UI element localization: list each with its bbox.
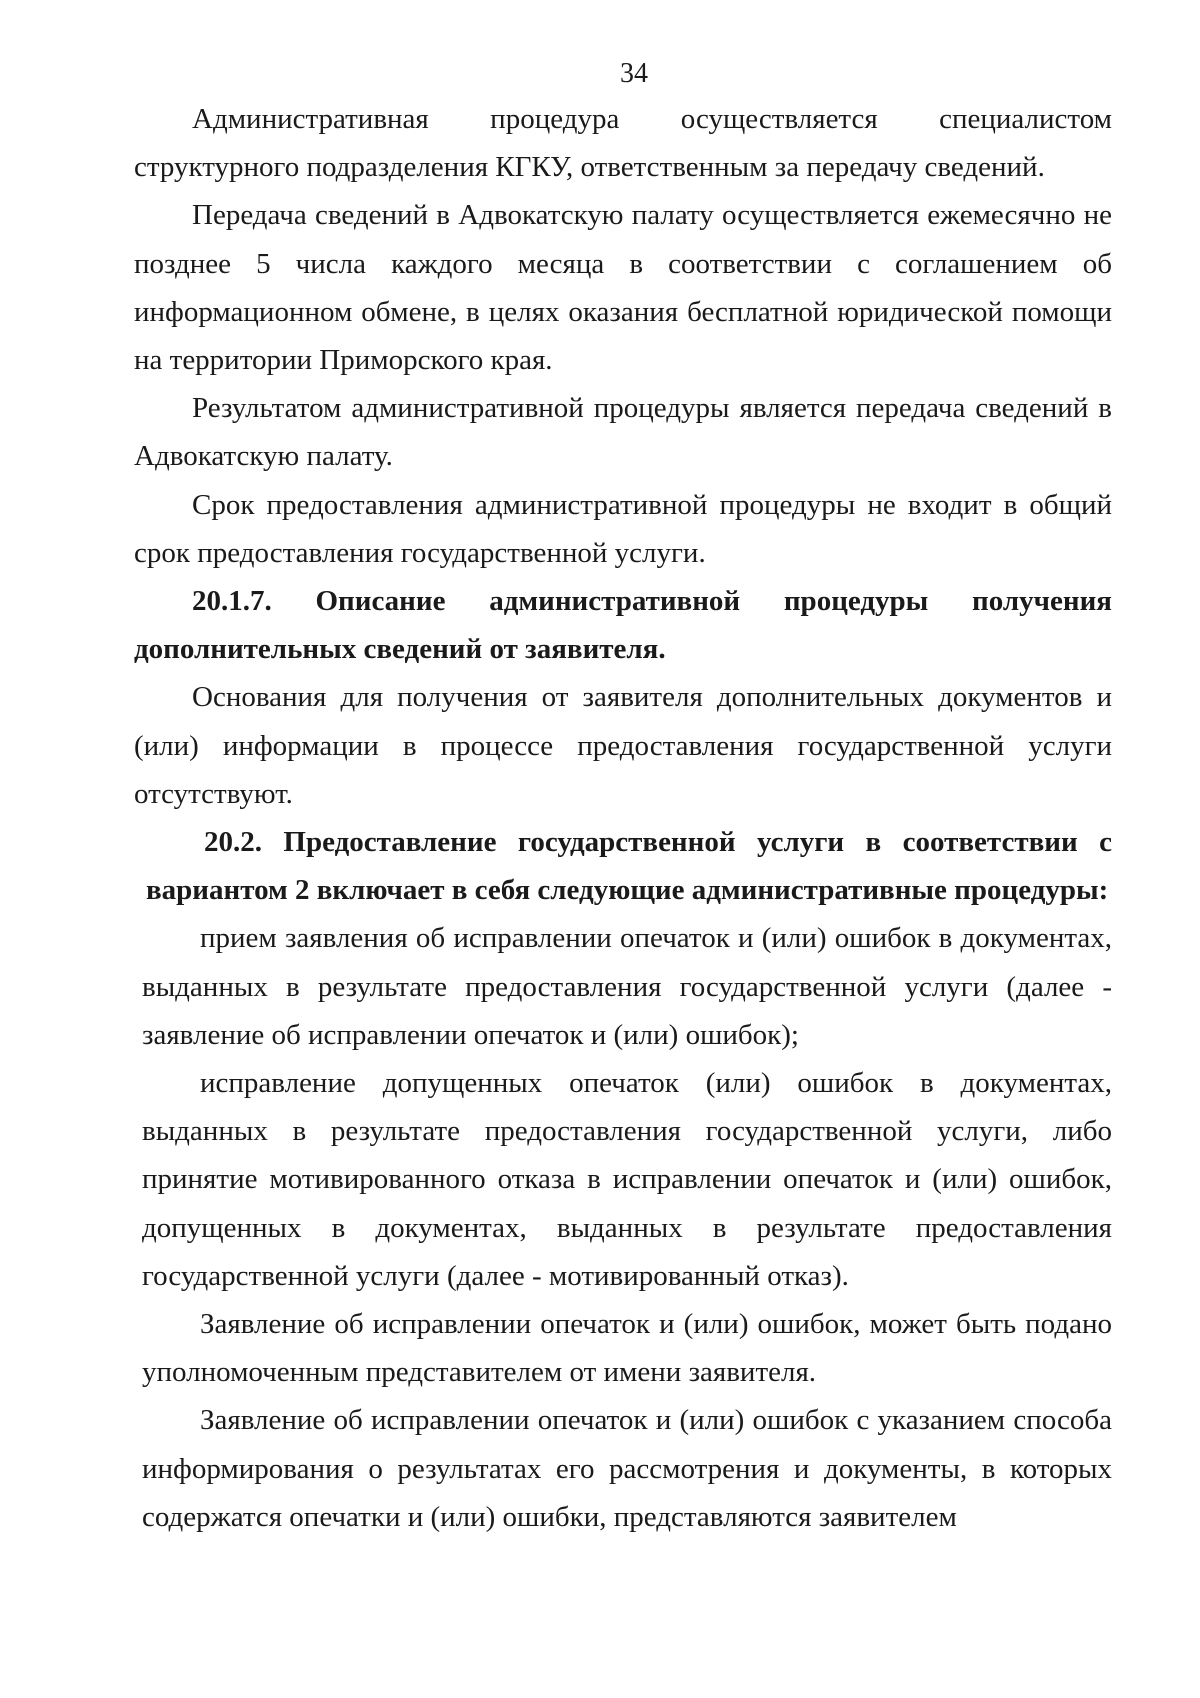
paragraph-procedure-performer: Административная процедура осуществляется специалистом структурного подразделения КГКУ, ответственным за передачу сведений. [134,103,1112,184]
heading-20-1-7: 20.1.7. Описание административной процедуры получения дополнительных сведений от заявителя. [134,585,1112,666]
heading-20-2: 20.2. Предоставление государственной услуги в соответствии с вариантом 2 включает в себя следующие административные процедуры: [146,826,1112,907]
paragraph-application-contents: Заявление об исправлении опечаток и (или) ошибок с указанием способа информирования о результатах его рассмотрения и документы, в которых содержатся опечатки и (или) ошибки, представляются заявителем [142,1404,1112,1533]
paragraph-procedure-result: Результатом административной процедуры является передача сведений в Адвокатскую палату. [134,392,1112,473]
document-body [134,95,1112,1541]
list-item-correction: исправление допущенных опечаток (или) ошибок в документах, выданных в результате предоставления государственной услуги, либо принятие мотивированного отказа в исправлении опечаток и (или) ошибок, допущенных в документах, выданных в результате предоставления государственной услуги (далее - мотивированный отказ). [142,1067,1112,1292]
page-number: 34 [620,58,648,89]
paragraph-procedure-term: Срок предоставления административной процедуры не входит в общий срок предоставления государственной услуги. [134,488,1112,569]
list-item-application-reception: прием заявления об исправлении опечаток и (или) ошибок в документах, выданных в результате предоставления государственной услуги (далее - заявление об исправлении опечаток и (или) ошибок); [142,922,1112,1051]
paragraph-transfer-to-bar: Передача сведений в Адвокатскую палату осуществляется ежемесячно не позднее 5 числа каждого месяца в соответствии с соглашением об информационном обмене, в целях оказания бесплатной юридической помощи на территории Приморского края. [134,199,1112,377]
paragraph-grounds-absent: Основания для получения от заявителя дополнительных документов и (или) информации в процессе предоставления государственной услуги отсутствуют. [134,681,1112,810]
paragraph-representative: Заявление об исправлении опечаток и (или) ошибок, может быть подано уполномоченным представителем от имени заявителя. [142,1308,1112,1389]
